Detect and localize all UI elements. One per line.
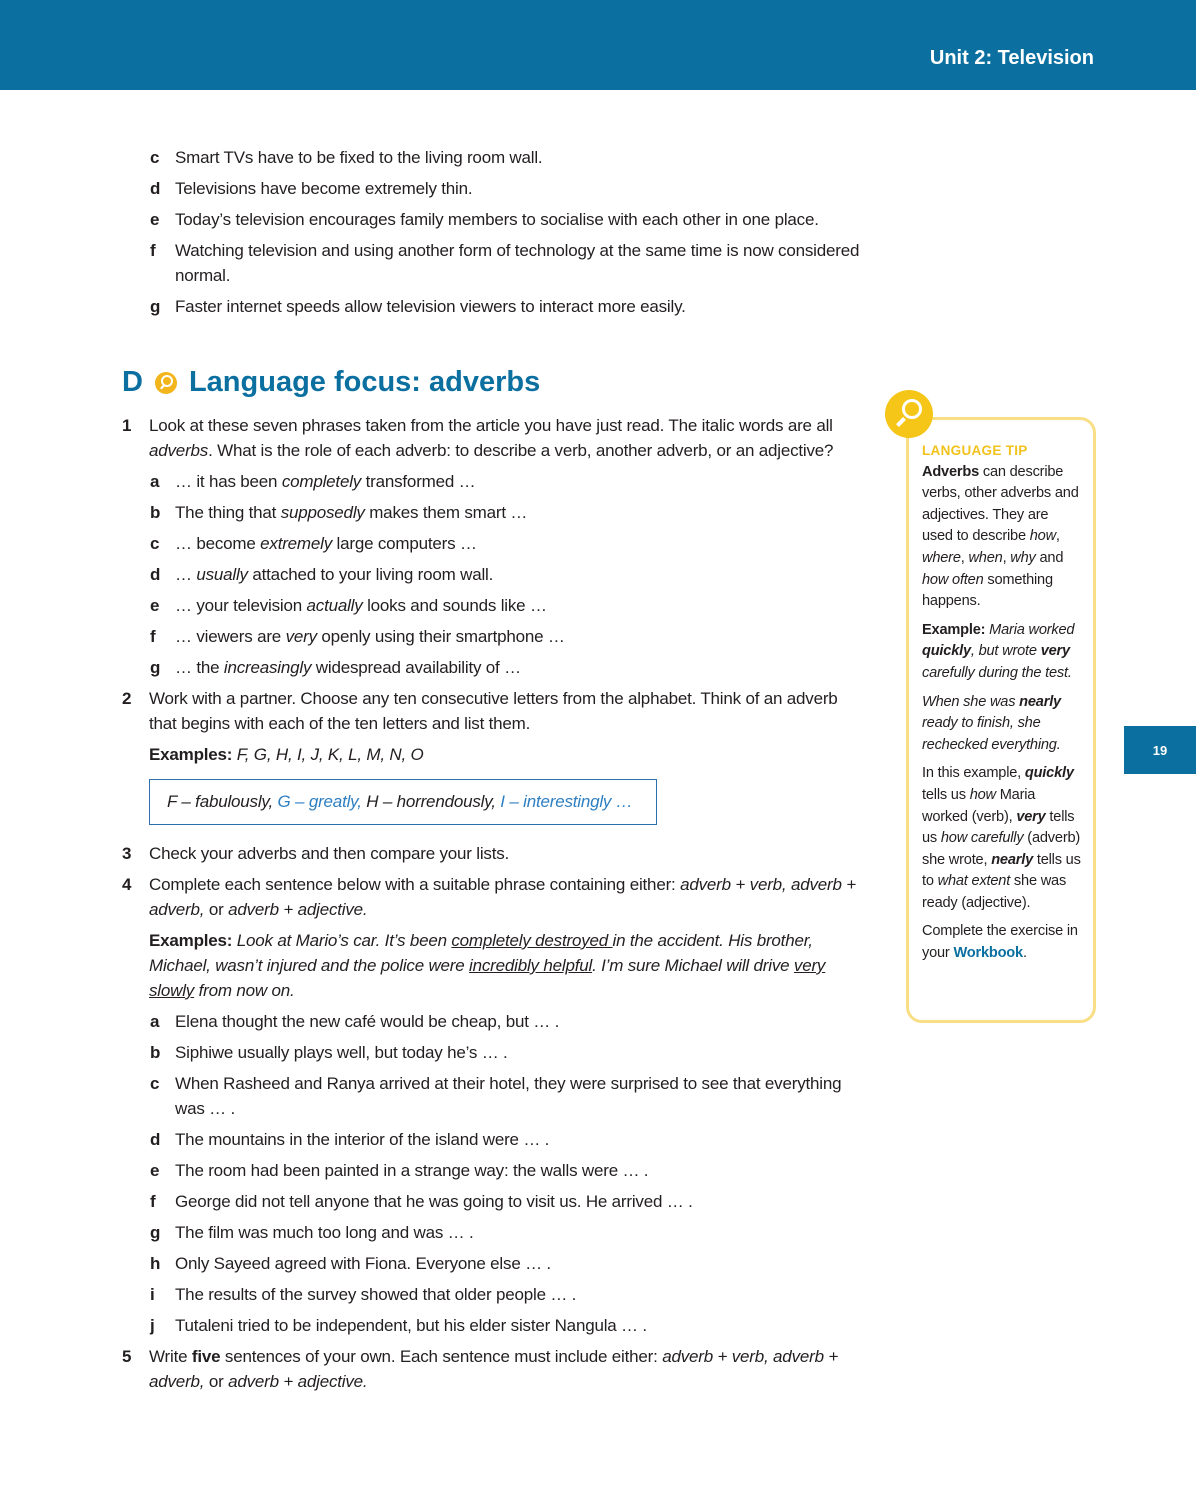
text-run: H – horrendously,	[366, 792, 501, 811]
question-1	[122, 413, 862, 463]
question-4-items	[122, 1009, 862, 1338]
text-run: Smart TVs have to be fixed to the living room wall.	[175, 148, 543, 167]
tip-paragraph	[922, 921, 1083, 964]
text-run: actually	[306, 596, 363, 615]
item-letter: f	[150, 241, 156, 260]
text-run: attached to your living room wall.	[247, 565, 494, 584]
text-run: The results of the survey showed that older people … .	[175, 1285, 577, 1304]
text-run: quickly	[922, 643, 971, 660]
text-run: Examples:	[149, 745, 237, 764]
list-item	[122, 1189, 862, 1214]
text-run: in the accident. His brother, Michael, wasn’t injured and the police were	[149, 931, 813, 975]
text-run: ,	[1002, 549, 1011, 566]
text-run: how often	[922, 571, 984, 588]
text-run: Look at these seven phrases taken from the article you have just read. The italic words are all	[149, 416, 833, 435]
item-letter: g	[150, 1223, 161, 1242]
list-item	[122, 176, 862, 201]
list-item	[122, 500, 862, 525]
text-run: When she was	[922, 693, 1020, 710]
tip-paragraph	[922, 692, 1083, 757]
text-run: how	[969, 786, 996, 803]
text-run: when	[968, 549, 1003, 566]
text-run: Siphiwe usually plays well, but today he’s … .	[175, 1043, 508, 1062]
item-letter: c	[150, 534, 160, 553]
question-number: 3	[122, 844, 132, 863]
text-run: completely	[281, 472, 362, 491]
text-run: adverb + verb, adverb + adverb,	[149, 1347, 839, 1391]
text-run: widespread availability of …	[311, 658, 521, 677]
text-run: Tutaleni tried to be independent, but his elder sister Nangula … .	[175, 1316, 647, 1335]
text-run: Work with a partner. Choose any ten consecutive letters from the alphabet. Think of an adverb that begins with each of the ten letters and list them.	[149, 689, 838, 733]
list-item	[122, 1251, 862, 1276]
text-run: In this example,	[922, 765, 1025, 782]
text-run: … it has been	[175, 472, 282, 491]
list-item	[122, 145, 862, 170]
text-run: can describe verbs, other adverbs and adjectives. They are used to describe	[922, 463, 1079, 545]
text-run: nearly	[1019, 693, 1061, 710]
text-run: adverb + verb, adverb + adverb,	[149, 875, 856, 919]
text-run: carefully during the test.	[922, 664, 1072, 681]
text	[149, 931, 825, 1000]
text-run: very slowly	[149, 956, 826, 1000]
text-run: adverb + adjective.	[228, 1372, 368, 1391]
text-run: increasingly	[223, 658, 312, 677]
text-run: . What is the role of each adverb: to describe a verb, another adverb, or an adjective?	[208, 441, 834, 460]
text-run: The film was much too long and was … .	[175, 1223, 474, 1242]
text-run: The room had been painted in a strange way: the walls were … .	[175, 1161, 649, 1180]
question-2	[122, 686, 862, 736]
text-run: F, G, H, I, J, K, L, M, N, O	[236, 745, 424, 764]
list-item	[122, 1127, 862, 1152]
text-run: Write	[149, 1347, 192, 1366]
list-item	[122, 1071, 862, 1121]
text-run: … viewers are	[175, 627, 286, 646]
text	[149, 745, 424, 764]
question-4	[122, 872, 862, 922]
text-run: makes them smart …	[364, 503, 528, 522]
item-letter: i	[150, 1285, 155, 1304]
text-run: how	[1029, 528, 1056, 545]
item-letter: e	[150, 596, 160, 615]
text-run: … the	[175, 658, 224, 677]
text-run: George did not tell anyone that he was going to visit us. He arrived … .	[175, 1192, 693, 1211]
text-run: usually	[196, 565, 248, 584]
item-letter: e	[150, 210, 160, 229]
item-letter: d	[150, 179, 161, 198]
text-run: ,	[960, 549, 969, 566]
text-run: she was ready (adjective).	[922, 873, 1067, 911]
text-run: very	[1040, 643, 1070, 660]
text-run: how carefully	[940, 830, 1024, 847]
text-run: very	[1016, 808, 1046, 825]
text-run: from now on.	[194, 981, 295, 1000]
text-run: transformed …	[361, 472, 476, 491]
text-run: or	[204, 1372, 229, 1391]
list-item	[122, 469, 862, 494]
text-run: incredibly helpful	[469, 956, 593, 975]
question-number: 2	[122, 689, 132, 708]
tip-label: LANGUAGE TIP	[922, 443, 1028, 458]
language-tip-box	[906, 417, 1096, 1023]
text-run: adverbs	[149, 441, 209, 460]
text	[167, 792, 633, 811]
item-letter: a	[150, 472, 160, 491]
list-item	[122, 1220, 862, 1245]
tip-paragraph	[922, 763, 1083, 914]
text-run: extremely	[260, 534, 333, 553]
text-run: Complete the exercise in your	[922, 923, 1078, 962]
text-run: I – interestingly …	[500, 792, 633, 811]
text-run: F – fabulously,	[167, 792, 278, 811]
text-run: Elena thought the new café would be cheap, but … .	[175, 1012, 560, 1031]
text	[149, 875, 856, 919]
question-5	[122, 1344, 862, 1394]
text-run: Maria worked (verb),	[922, 786, 1036, 825]
list-item	[122, 624, 862, 649]
item-letter: f	[150, 1192, 156, 1211]
text-run: completely destroyed	[451, 931, 613, 950]
item-letter: d	[150, 565, 161, 584]
text-run: Examples:	[149, 931, 237, 950]
text-run: sentences of your own. Each sentence must include either:	[220, 1347, 663, 1366]
unit-title: Unit 2: Television	[929, 47, 1094, 69]
list-item	[122, 1313, 862, 1338]
section-heading	[122, 366, 540, 399]
text-run: where	[922, 549, 961, 566]
item-letter: f	[150, 627, 156, 646]
item-letter: h	[150, 1254, 161, 1273]
question-4-examples	[122, 928, 862, 1003]
question-3	[122, 841, 862, 866]
text-run: and	[1035, 549, 1064, 566]
list-item	[122, 1158, 862, 1183]
text-run: … your television	[175, 596, 307, 615]
item-letter: g	[150, 658, 161, 677]
text-run: or	[204, 900, 229, 919]
text-run: very	[285, 627, 317, 646]
text-run: Televisions have become extremely thin.	[175, 179, 473, 198]
item-letter: b	[150, 503, 161, 522]
text-run: .	[1022, 945, 1027, 962]
workbook-link[interactable]: Workbook	[953, 945, 1023, 962]
text-run: Maria worked	[989, 621, 1075, 638]
list-item	[122, 207, 862, 232]
tip-paragraph	[922, 462, 1083, 613]
text-run: tells us	[922, 786, 970, 803]
item-letter: c	[150, 148, 160, 167]
text-run: Faster internet speeds allow television viewers to interact more easily.	[175, 297, 686, 316]
text	[149, 844, 509, 863]
text-run: (adverb) she wrote,	[922, 830, 1081, 868]
text-run: . I’m sure Michael will drive	[592, 956, 794, 975]
example-box	[149, 779, 657, 825]
text-run: The thing that	[175, 503, 281, 522]
text-run: ,	[1055, 528, 1060, 545]
header-bar	[0, 0, 1196, 90]
text-run: why	[1010, 549, 1036, 566]
question-number: 1	[122, 416, 132, 435]
item-letter: d	[150, 1130, 161, 1149]
text-run: , but wrote	[970, 643, 1041, 660]
exercises	[122, 413, 862, 1400]
text-run: Look at Mario’s car. It’s been	[236, 931, 452, 950]
text-run: five	[191, 1347, 221, 1366]
list-item	[122, 1009, 862, 1034]
text-run: tells us	[922, 808, 1075, 847]
list-item	[122, 238, 862, 288]
text-run: what extent	[937, 873, 1011, 890]
text-run: nearly	[991, 851, 1033, 868]
list-item	[122, 1282, 862, 1307]
text-run: adverb + adjective.	[228, 900, 368, 919]
list-item	[122, 531, 862, 556]
text-run: …	[175, 565, 197, 584]
list-item	[122, 562, 862, 587]
text-run: ready to finish, she rechecked everything.	[922, 715, 1061, 753]
list-item	[122, 1040, 862, 1065]
text-run: G – greatly,	[277, 792, 367, 811]
item-letter: e	[150, 1161, 160, 1180]
text-run: The mountains in the interior of the island were … .	[175, 1130, 550, 1149]
text-run: Check your adverbs and then compare your lists.	[149, 844, 510, 863]
section-title: Language focus: adverbs	[188, 366, 541, 398]
question-2-examples	[122, 742, 862, 767]
text-run: something happens.	[922, 571, 1053, 610]
item-letter: j	[150, 1316, 155, 1335]
item-letter: c	[150, 1074, 160, 1093]
text-run: Complete each sentence below with a suitable phrase containing either:	[149, 875, 681, 894]
text-run: Adverbs	[922, 463, 979, 480]
text-run: supposedly	[280, 503, 365, 522]
text-run: openly using their smartphone …	[316, 627, 565, 646]
tip-body	[922, 462, 1083, 965]
text-run: large computers …	[332, 534, 477, 553]
item-letter: a	[150, 1012, 160, 1031]
text-run: Only Sayeed agreed with Fiona. Everyone else … .	[175, 1254, 551, 1273]
text	[149, 1347, 838, 1391]
text-run: When Rasheed and Ranya arrived at their hotel, they were surprised to see that everything was … .	[175, 1074, 842, 1118]
item-letter: b	[150, 1043, 161, 1062]
list-item	[122, 294, 862, 319]
question-1-items	[122, 469, 862, 680]
question-number: 5	[122, 1347, 132, 1366]
text-run: Example:	[922, 621, 990, 638]
list-item	[122, 593, 862, 618]
text-run: tells us to	[922, 851, 1081, 890]
question-number: 4	[122, 875, 132, 894]
magnifier-icon	[885, 390, 933, 438]
section-letter: D	[122, 366, 143, 398]
text-run: looks and sounds like …	[362, 596, 547, 615]
text	[149, 689, 838, 733]
tip-paragraph	[922, 620, 1083, 685]
list-top	[122, 145, 862, 325]
text-run: Watching television and using another form of technology at the same time is now considered normal.	[175, 241, 860, 285]
item-letter: g	[150, 297, 161, 316]
page-number: 19	[1124, 726, 1196, 774]
text	[149, 416, 833, 460]
text-run: quickly	[1024, 765, 1074, 782]
magnifier-icon	[155, 372, 177, 394]
text-run: Today’s television encourages family members to socialise with each other in one place.	[175, 210, 819, 229]
text-run: … become	[175, 534, 261, 553]
list-item	[122, 655, 862, 680]
